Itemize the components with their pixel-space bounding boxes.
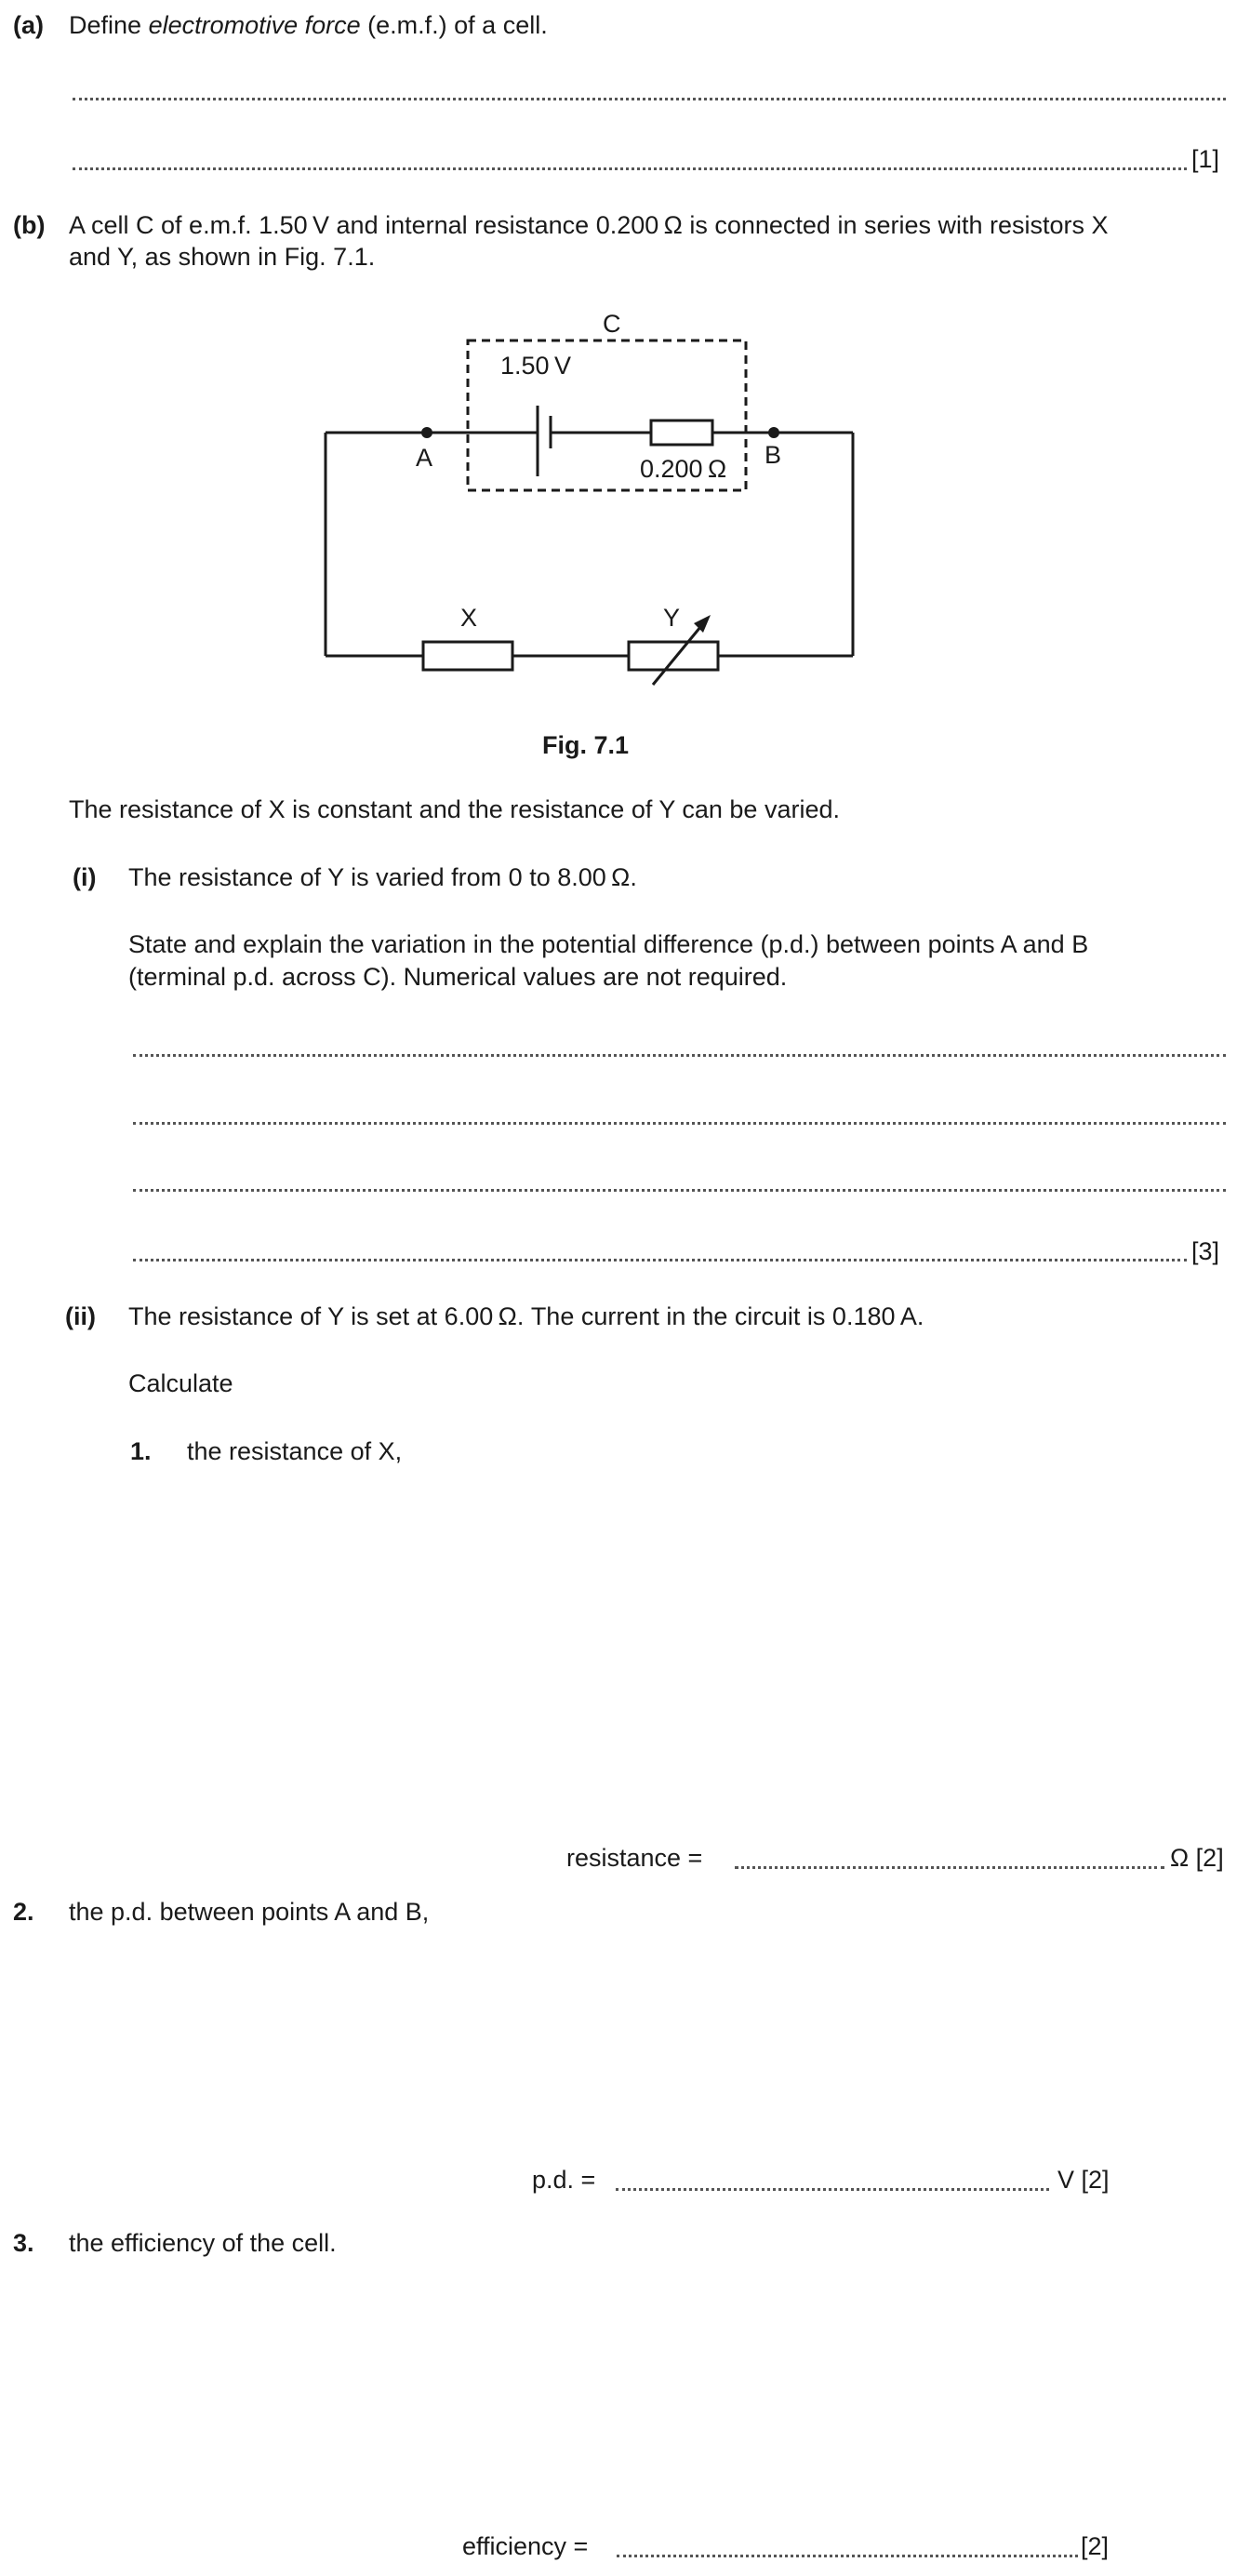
- part-b-label: (b): [13, 211, 46, 239]
- q2-number: 2.: [13, 1898, 34, 1926]
- q3-answer-label: efficiency =: [462, 2532, 589, 2560]
- part-a-text-after: (e.m.f.) of a cell.: [360, 11, 548, 39]
- label-y: Y: [663, 604, 681, 632]
- part-a-term: electromotive force: [148, 11, 361, 39]
- part-ii-label: (ii): [65, 1302, 96, 1330]
- circuit-diagram: [0, 0, 1250, 726]
- part-i-text: The resistance of Y is varied from 0 to 8.00 Ω.: [128, 863, 637, 891]
- q2-unit-mark: V [2]: [1057, 2166, 1110, 2194]
- part-i-label: (i): [73, 863, 97, 891]
- q1-answer-label: resistance =: [566, 1844, 703, 1872]
- terminal-b-dot: [768, 427, 779, 438]
- label-emf: 1.50 V: [500, 352, 571, 380]
- label-c: C: [603, 310, 621, 338]
- part-i-instruction-line1: State and explain the variation in the potential difference (p.d.) between points A and B: [128, 930, 1089, 958]
- part-b-statement: The resistance of X is constant and the resistance of Y can be varied.: [69, 795, 840, 823]
- pd-answer-line[interactable]: [616, 2188, 1049, 2191]
- internal-resistor: [651, 420, 712, 445]
- answer-line[interactable]: [133, 1122, 1226, 1125]
- resistance-answer-line[interactable]: [735, 1866, 1164, 1869]
- q1-text: the resistance of X,: [187, 1437, 403, 1465]
- efficiency-answer-line[interactable]: [617, 2555, 1078, 2557]
- part-a-label: (a): [13, 11, 44, 39]
- terminal-a-dot: [421, 427, 432, 438]
- q1-number: 1.: [130, 1437, 152, 1465]
- calculate-instruction: Calculate: [128, 1369, 233, 1397]
- q2-text: the p.d. between points A and B,: [69, 1898, 430, 1926]
- q3-text: the efficiency of the cell.: [69, 2229, 337, 2257]
- part-b-line1: A cell C of e.m.f. 1.50 V and internal resistance 0.200 Ω is connected in series with resistors X: [69, 211, 1109, 239]
- q3-mark: [2]: [1081, 2532, 1110, 2560]
- figure-caption: Fig. 7.1: [542, 731, 630, 759]
- label-a: A: [416, 444, 433, 472]
- q3-number: 3.: [13, 2229, 34, 2257]
- resistor-y: [629, 642, 718, 670]
- answer-line[interactable]: [133, 1259, 1187, 1261]
- label-internal-resistance: 0.200 Ω: [640, 455, 727, 483]
- label-x: X: [460, 604, 478, 632]
- label-b: B: [765, 441, 782, 469]
- q1-unit-mark: Ω [2]: [1170, 1844, 1224, 1872]
- part-b-line2: and Y, as shown in Fig. 7.1.: [69, 243, 376, 271]
- part-i-mark: [3]: [1191, 1237, 1220, 1265]
- part-a-mark: [1]: [1191, 145, 1220, 173]
- resistor-x: [423, 642, 512, 670]
- answer-line[interactable]: [133, 1054, 1226, 1057]
- part-i-instruction-line2: (terminal p.d. across C). Numerical values are not required.: [128, 963, 788, 991]
- part-ii-text: The resistance of Y is set at 6.00 Ω. The current in the circuit is 0.180 A.: [128, 1302, 924, 1330]
- answer-line[interactable]: [133, 1189, 1226, 1192]
- q2-answer-label: p.d. =: [532, 2166, 596, 2194]
- part-a-text-before: Define: [69, 11, 149, 39]
